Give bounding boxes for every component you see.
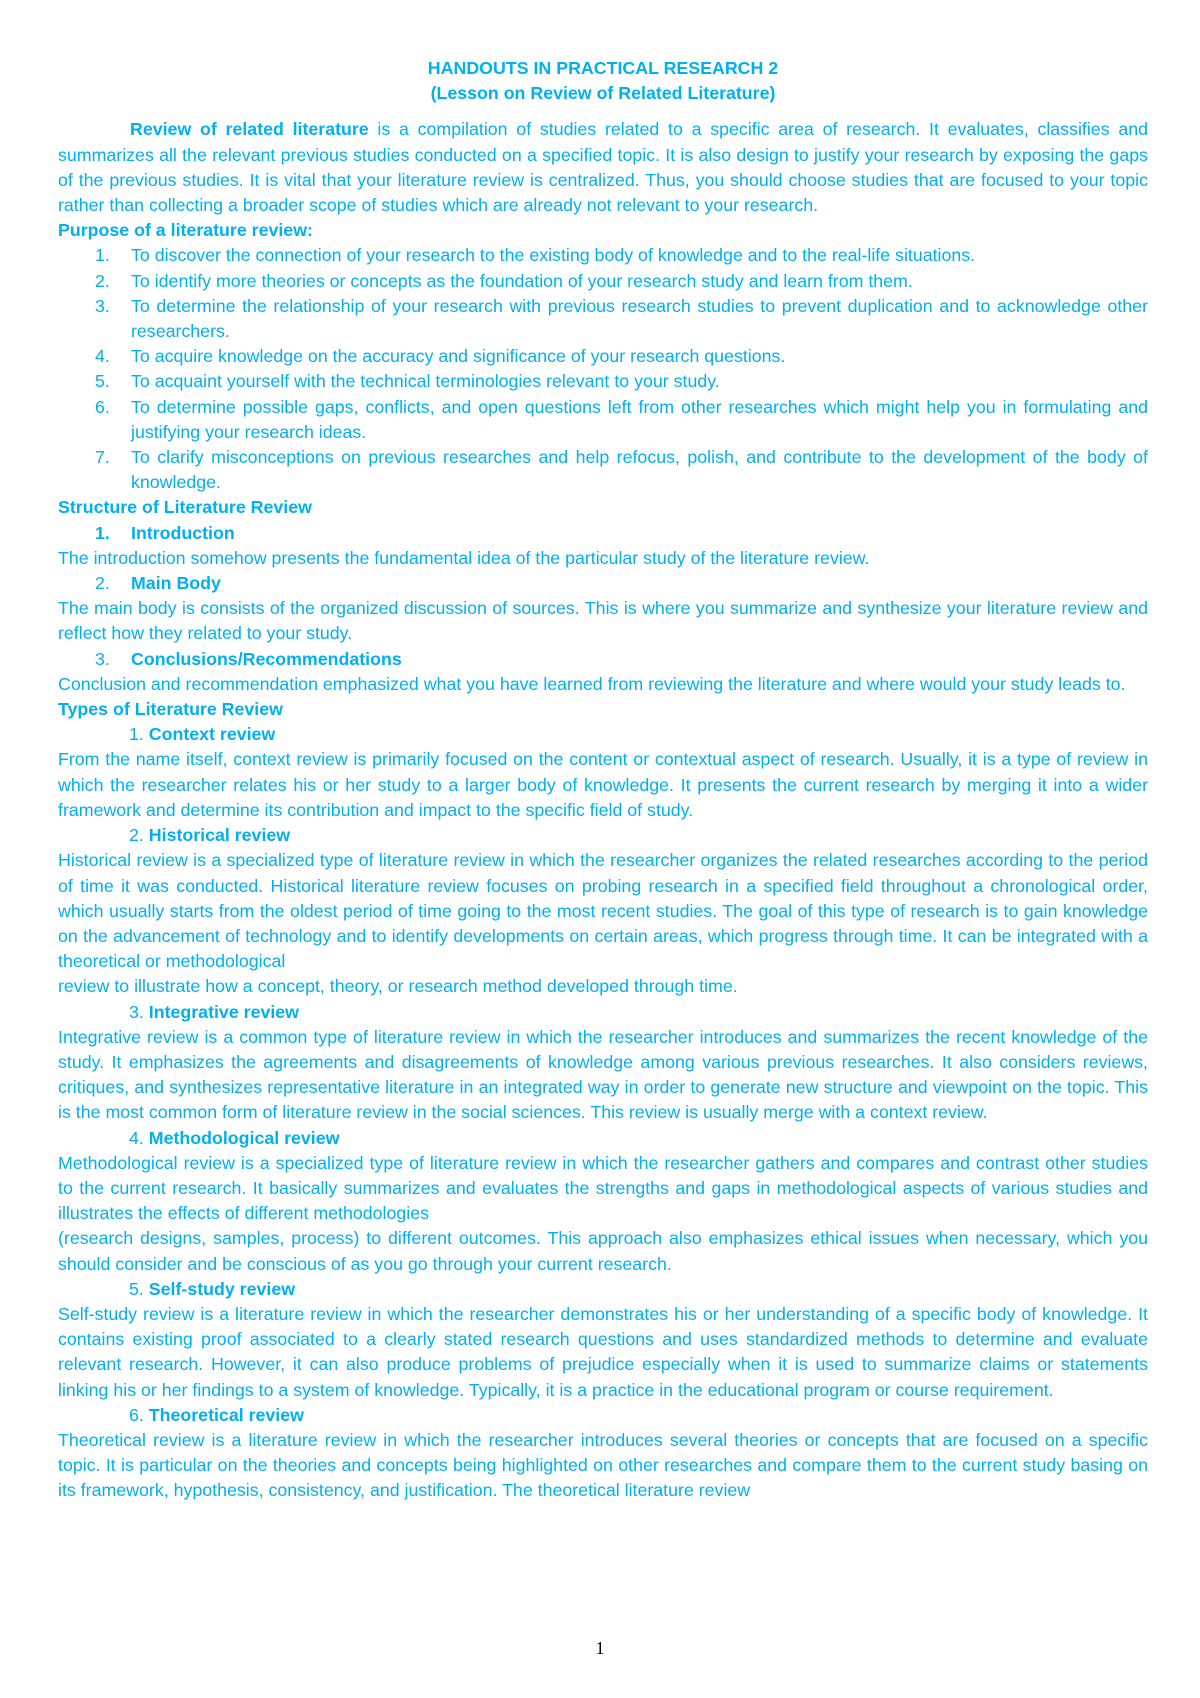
type-title: Context review [148, 724, 276, 745]
type-heading-methodological [58, 1126, 1148, 1151]
intro-text: is a compilation of studies related to a specific area of research. It evaluates, classifies and summarizes all the relevant previous studies conducted on a specified topic. It is also design to justify your research by exposing the gaps of the previous studies. It is vital that your literature review is centralized. Thus, you should choose studies that are focused to your topic rather than collecting a broader scope of studies which are already not relevant to your research. [58, 119, 1148, 216]
document-content [58, 56, 1148, 1504]
structure-item-conclusions [58, 647, 1148, 672]
list-number: 4. [95, 346, 110, 367]
structure-item-text: The introduction somehow presents the fundamental idea of the particular study of the literature review. [58, 547, 870, 568]
purpose-list [58, 243, 1148, 495]
structure-item-main-body [58, 571, 1148, 596]
type-number: 4. [129, 1127, 149, 1148]
list-number: 1. [95, 522, 110, 543]
structure-heading: Structure of Literature Review [58, 497, 312, 518]
list-number: 6. [95, 396, 110, 417]
types-heading: Types of Literature Review [58, 699, 283, 720]
list-number: 7. [95, 447, 110, 468]
list-item [58, 445, 1148, 495]
type-title: Theoretical review [148, 1404, 304, 1425]
list-text: To discover the connection of your research to the existing body of knowledge and to the real-life situations. [131, 245, 976, 266]
purpose-heading: Purpose of a literature review: [58, 220, 313, 241]
type-paragraph: Theoretical review is a literature review in which the researcher introduces several theories or concepts that are focused on a specific topic. It is particular on the theories and concepts being highlighted on other researches and compare them to the current study basing on its framework, hypothesis, consistency, and justification. The theoretical literature review [58, 1429, 1148, 1501]
list-number: 1. [95, 245, 110, 266]
list-item [58, 269, 1148, 294]
list-number: 5. [95, 371, 110, 392]
list-number: 3. [95, 648, 110, 669]
type-heading-self-study [58, 1277, 1148, 1302]
type-heading-integrative [58, 1000, 1148, 1025]
intro-term: Review of related literature [130, 119, 369, 140]
list-item [58, 294, 1148, 344]
type-paragraph: Integrative review is a common type of literature review in which the researcher introduces and summarizes the recent knowledge of the study. It emphasizes the agreements and disagreements of knowledge among various previous researches. It also considers reviews, critiques, and synthesizes representative literature in an integrated way in order to generate new structure and viewpoint on the topic. This is the most common form of literature review in the social sciences. This review is usually merge with a context review. [58, 1026, 1148, 1123]
structure-item-text: The main body is consists of the organized discussion of sources. This is where you summarize and synthesize your literature review and reflect how they related to your study. [58, 598, 1148, 644]
list-item [58, 395, 1148, 445]
type-title: Methodological review [148, 1127, 340, 1148]
type-title: Integrative review [148, 1001, 300, 1022]
structure-item-title: Conclusions/Recommendations [131, 648, 402, 669]
type-number: 2. [129, 825, 149, 846]
type-paragraph: review to illustrate how a concept, theory, or research method developed through time. [58, 976, 738, 997]
list-text: To acquire knowledge on the accuracy and significance of your research questions. [131, 346, 786, 367]
list-text: To clarify misconceptions on previous researches and help refocus, polish, and contribute to the development of the body of knowledge. [131, 447, 1148, 493]
document-title: HANDOUTS IN PRACTICAL RESEARCH 2 [427, 58, 779, 78]
type-paragraph: Historical review is a specialized type of literature review in which the researcher organizes the related researches according to the period of time it was conducted. Historical literature review focuses on probing research in a specified field throughout a chronological order, which usually starts from the oldest period of time going to the most recent studies. The goal of this type of research is to gain knowledge on the advancement of technology and to identify developments on certain areas, which progress through time. It can be integrated with a theoretical or methodological [58, 850, 1148, 972]
type-title: Self-study review [148, 1278, 296, 1299]
type-heading-context [58, 722, 1148, 747]
structure-item-title: Main Body [131, 573, 221, 594]
list-item [58, 344, 1148, 369]
list-number: 2. [95, 573, 110, 594]
structure-item-text: Conclusion and recommendation emphasized what you have learned from reviewing the literature and where would your study leads to. [58, 673, 1126, 694]
type-paragraph: From the name itself, context review is primarily focused on the content or contextual aspect of research. Usually, it is a type of review in which the researcher relates his or her study to a larger body of knowledge. It presents the current research by merging it into a wider framework and determine its contribution and impact to the specific field of study. [58, 749, 1148, 820]
type-number: 3. [129, 1001, 149, 1022]
type-heading-theoretical [58, 1403, 1148, 1428]
structure-item-introduction [58, 521, 1148, 546]
intro-paragraph [58, 117, 1148, 218]
list-item [58, 243, 1148, 268]
list-number: 3. [95, 295, 110, 316]
type-number: 6. [129, 1404, 149, 1425]
list-text: To determine the relationship of your research with previous research studies to prevent duplication and to acknowledge other researchers. [131, 295, 1148, 342]
type-paragraph: Methodological review is a specialized type of literature review in which the researcher gathers and compares and contrast other studies to the current research. It basically summarizes and evaluates the strengths and gaps in methodological aspects of various studies and illustrates the effects of different methodologies [58, 1152, 1148, 1224]
type-number: 5. [129, 1278, 149, 1299]
type-number: 1. [129, 724, 149, 745]
list-item [58, 369, 1148, 394]
structure-item-title: Introduction [131, 522, 235, 543]
list-number: 2. [95, 270, 110, 291]
type-heading-historical [58, 823, 1148, 848]
page-number: 1 [595, 1638, 605, 1658]
type-title: Historical review [148, 825, 291, 846]
type-paragraph: Self-study review is a literature review in which the researcher demonstrates his or her understanding of a specific body of knowledge. It contains existing proof associated to a clearly stated research questions and uses standardized methods to determine and evaluate relevant research. However, it can also produce problems of prejudice especially when it is used to summarize claims or statements linking his or her findings to a system of knowledge. Typically, it is a practice in the educational program or course requirement. [58, 1303, 1148, 1400]
list-text: To determine possible gaps, conflicts, and open questions left from other researches which might help you in formulating and justifying your research ideas. [131, 396, 1148, 442]
list-text: To identify more theories or concepts as the foundation of your research study and learn from them. [131, 270, 913, 291]
type-paragraph: (research designs, samples, process) to different outcomes. This approach also emphasizes ethical issues when necessary, which you should consider and be conscious of as you go through your current research. [58, 1228, 1148, 1274]
list-text: To acquaint yourself with the technical terminologies relevant to your study. [131, 371, 720, 392]
document-subtitle: (Lesson on Review of Related Literature) [430, 83, 776, 104]
